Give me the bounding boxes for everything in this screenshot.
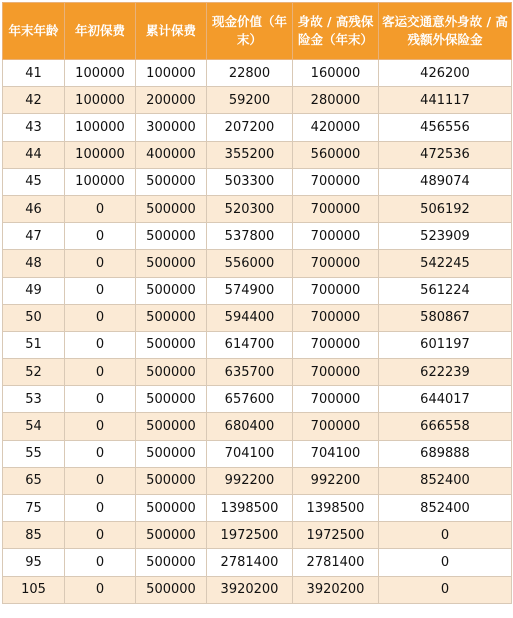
- annual-premium-cell: 0: [65, 250, 136, 277]
- age-cell: 45: [3, 168, 65, 195]
- death-benefit-cell: 1398500: [293, 495, 379, 522]
- death-benefit-cell: 700000: [293, 168, 379, 195]
- annual-premium-cell: 0: [65, 413, 136, 440]
- accident-benefit-cell: 852400: [379, 467, 512, 494]
- age-cell: 85: [3, 522, 65, 549]
- header-cumulative-premium: 累计保费: [136, 3, 207, 60]
- table-row: [3, 87, 512, 114]
- death-benefit-cell: 704100: [293, 440, 379, 467]
- annual-premium-cell: 0: [65, 495, 136, 522]
- death-benefit-cell: 420000: [293, 114, 379, 141]
- annual-premium-cell: 0: [65, 331, 136, 358]
- annual-premium-cell: 100000: [65, 87, 136, 114]
- cash-value-cell: 22800: [207, 60, 293, 87]
- age-cell: 65: [3, 467, 65, 494]
- cash-value-cell: 1398500: [207, 495, 293, 522]
- accident-benefit-cell: 472536: [379, 141, 512, 168]
- cash-value-cell: 594400: [207, 304, 293, 331]
- accident-benefit-cell: 506192: [379, 195, 512, 222]
- age-cell: 55: [3, 440, 65, 467]
- table-row: [3, 141, 512, 168]
- death-benefit-cell: 700000: [293, 304, 379, 331]
- cumulative-premium-cell: 500000: [136, 495, 207, 522]
- cumulative-premium-cell: 500000: [136, 331, 207, 358]
- cash-value-cell: 574900: [207, 277, 293, 304]
- table-row: [3, 440, 512, 467]
- accident-benefit-cell: 561224: [379, 277, 512, 304]
- annual-premium-cell: 100000: [65, 60, 136, 87]
- cumulative-premium-cell: 500000: [136, 168, 207, 195]
- table-row: [3, 195, 512, 222]
- annual-premium-cell: 0: [65, 386, 136, 413]
- death-benefit-cell: 700000: [293, 223, 379, 250]
- death-benefit-cell: 160000: [293, 60, 379, 87]
- cumulative-premium-cell: 300000: [136, 114, 207, 141]
- cash-value-cell: 3920200: [207, 576, 293, 603]
- accident-benefit-cell: 0: [379, 576, 512, 603]
- death-benefit-cell: 700000: [293, 331, 379, 358]
- death-benefit-cell: 700000: [293, 195, 379, 222]
- header-accident-benefit: 客运交通意外身故 / 高残额外保险金: [379, 3, 512, 60]
- cash-value-cell: 59200: [207, 87, 293, 114]
- annual-premium-cell: 0: [65, 277, 136, 304]
- annual-premium-cell: 0: [65, 304, 136, 331]
- accident-benefit-cell: 426200: [379, 60, 512, 87]
- cumulative-premium-cell: 400000: [136, 141, 207, 168]
- death-benefit-cell: 1972500: [293, 522, 379, 549]
- accident-benefit-cell: 441117: [379, 87, 512, 114]
- cash-value-cell: 537800: [207, 223, 293, 250]
- accident-benefit-cell: 542245: [379, 250, 512, 277]
- annual-premium-cell: 100000: [65, 141, 136, 168]
- death-benefit-cell: 280000: [293, 87, 379, 114]
- annual-premium-cell: 0: [65, 195, 136, 222]
- cash-value-cell: 704100: [207, 440, 293, 467]
- accident-benefit-cell: 0: [379, 549, 512, 576]
- table-row: [3, 522, 512, 549]
- annual-premium-cell: 0: [65, 549, 136, 576]
- table-row: [3, 60, 512, 87]
- cash-value-cell: 680400: [207, 413, 293, 440]
- annual-premium-cell: 0: [65, 467, 136, 494]
- cash-value-cell: 503300: [207, 168, 293, 195]
- age-cell: 49: [3, 277, 65, 304]
- age-cell: 105: [3, 576, 65, 603]
- cumulative-premium-cell: 500000: [136, 576, 207, 603]
- cash-value-cell: 207200: [207, 114, 293, 141]
- age-cell: 41: [3, 60, 65, 87]
- age-cell: 52: [3, 359, 65, 386]
- benefit-table-container: [2, 2, 511, 614]
- table-row: [3, 168, 512, 195]
- accident-benefit-cell: 644017: [379, 386, 512, 413]
- table-body: [3, 60, 512, 604]
- cumulative-premium-cell: 500000: [136, 195, 207, 222]
- table-row: [3, 223, 512, 250]
- cash-value-cell: 657600: [207, 386, 293, 413]
- cash-value-cell: 556000: [207, 250, 293, 277]
- header-annual-premium: 年初保费: [65, 3, 136, 60]
- age-cell: 47: [3, 223, 65, 250]
- death-benefit-cell: 700000: [293, 359, 379, 386]
- annual-premium-cell: 0: [65, 440, 136, 467]
- table-row: [3, 549, 512, 576]
- header-row: [3, 3, 512, 60]
- table-row: [3, 359, 512, 386]
- header-death-benefit: 身故 / 高残保险金（年末）: [293, 3, 379, 60]
- cumulative-premium-cell: 500000: [136, 522, 207, 549]
- age-cell: 46: [3, 195, 65, 222]
- table-row: [3, 304, 512, 331]
- table-row: [3, 331, 512, 358]
- accident-benefit-cell: 666558: [379, 413, 512, 440]
- age-cell: 75: [3, 495, 65, 522]
- table-row: [3, 495, 512, 522]
- table-row: [3, 413, 512, 440]
- cash-value-cell: 355200: [207, 141, 293, 168]
- accident-benefit-cell: 622239: [379, 359, 512, 386]
- header-age: 年末年龄: [3, 3, 65, 60]
- death-benefit-cell: 700000: [293, 250, 379, 277]
- annual-premium-cell: 0: [65, 522, 136, 549]
- age-cell: 42: [3, 87, 65, 114]
- accident-benefit-cell: 580867: [379, 304, 512, 331]
- age-cell: 50: [3, 304, 65, 331]
- cumulative-premium-cell: 100000: [136, 60, 207, 87]
- accident-benefit-cell: 489074: [379, 168, 512, 195]
- benefit-table: [2, 2, 512, 604]
- age-cell: 54: [3, 413, 65, 440]
- accident-benefit-cell: 456556: [379, 114, 512, 141]
- annual-premium-cell: 100000: [65, 114, 136, 141]
- age-cell: 44: [3, 141, 65, 168]
- death-benefit-cell: 2781400: [293, 549, 379, 576]
- cumulative-premium-cell: 200000: [136, 87, 207, 114]
- age-cell: 95: [3, 549, 65, 576]
- cash-value-cell: 635700: [207, 359, 293, 386]
- header-cash-value: 现金价值（年末）: [207, 3, 293, 60]
- annual-premium-cell: 100000: [65, 168, 136, 195]
- annual-premium-cell: 0: [65, 223, 136, 250]
- accident-benefit-cell: 601197: [379, 331, 512, 358]
- table-row: [3, 467, 512, 494]
- annual-premium-cell: 0: [65, 359, 136, 386]
- table-row: [3, 386, 512, 413]
- age-cell: 51: [3, 331, 65, 358]
- cumulative-premium-cell: 500000: [136, 223, 207, 250]
- death-benefit-cell: 700000: [293, 386, 379, 413]
- cash-value-cell: 2781400: [207, 549, 293, 576]
- table-row: [3, 114, 512, 141]
- cumulative-premium-cell: 500000: [136, 359, 207, 386]
- cumulative-premium-cell: 500000: [136, 440, 207, 467]
- cash-value-cell: 520300: [207, 195, 293, 222]
- accident-benefit-cell: 0: [379, 522, 512, 549]
- table-row: [3, 250, 512, 277]
- table-row: [3, 576, 512, 603]
- cash-value-cell: 1972500: [207, 522, 293, 549]
- death-benefit-cell: 992200: [293, 467, 379, 494]
- accident-benefit-cell: 523909: [379, 223, 512, 250]
- cumulative-premium-cell: 500000: [136, 549, 207, 576]
- age-cell: 48: [3, 250, 65, 277]
- cumulative-premium-cell: 500000: [136, 304, 207, 331]
- cumulative-premium-cell: 500000: [136, 413, 207, 440]
- table-header: [3, 3, 512, 60]
- cumulative-premium-cell: 500000: [136, 467, 207, 494]
- cumulative-premium-cell: 500000: [136, 250, 207, 277]
- age-cell: 53: [3, 386, 65, 413]
- age-cell: 43: [3, 114, 65, 141]
- death-benefit-cell: 700000: [293, 277, 379, 304]
- annual-premium-cell: 0: [65, 576, 136, 603]
- cumulative-premium-cell: 500000: [136, 386, 207, 413]
- cumulative-premium-cell: 500000: [136, 277, 207, 304]
- death-benefit-cell: 3920200: [293, 576, 379, 603]
- accident-benefit-cell: 852400: [379, 495, 512, 522]
- cash-value-cell: 992200: [207, 467, 293, 494]
- cash-value-cell: 614700: [207, 331, 293, 358]
- accident-benefit-cell: 689888: [379, 440, 512, 467]
- table-row: [3, 277, 512, 304]
- death-benefit-cell: 560000: [293, 141, 379, 168]
- death-benefit-cell: 700000: [293, 413, 379, 440]
